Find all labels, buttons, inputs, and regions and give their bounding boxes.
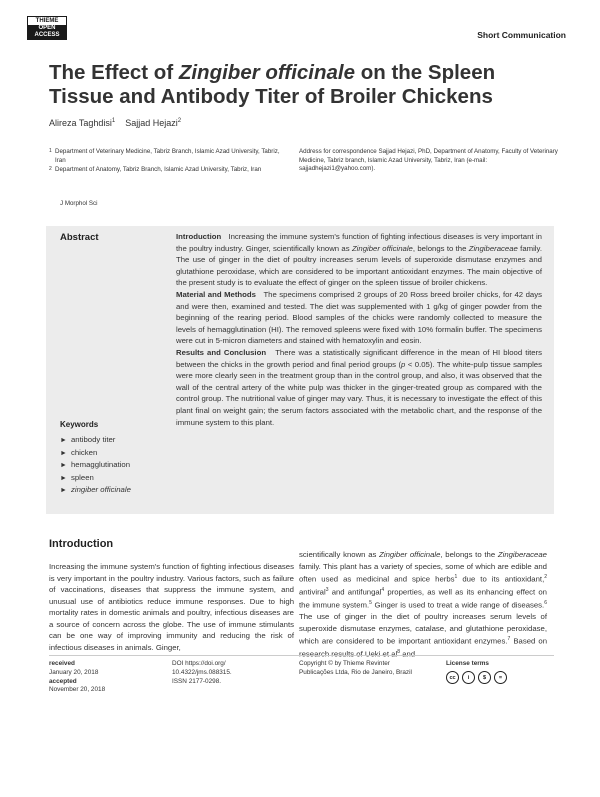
arrow-icon: ► (60, 449, 67, 457)
article-title: The Effect of Zingiber officinale on the Spleen Tissue and Antibody Titer of Broiler Chickens (49, 61, 496, 108)
keyword-item: ► antibody titer (60, 434, 131, 447)
accepted-date: November 20, 2018 (49, 686, 106, 694)
logo-line-1: THIEME (35, 18, 59, 24)
copyright: Copyright © by Thieme Revinter Publicações Ltda, Rio de Janeiro, Brazil (299, 660, 412, 676)
accepted-label: accepted (49, 677, 77, 685)
received-label: received (49, 660, 75, 667)
body-column-2: scientifically known as Zingiber officinale, belongs to the Zingiberaceae family. This plant has a variety of species, some of which are edible and often used as medicinal and spice herbs$^1$ due to its antioxidant,$^2$ antiviral$^3$ and antifungal$^4$ properties, as well as its enhancing effect on the immune system.$^5$ Ginger is used to treat a wide range of diseases.$^6$ The use of ginger in the diet of poultry increases serum levels of superoxide dismutase enzymes, catalase, and glutathione peroxidase, which are considered to be important antioxidant enzymes.$^7$ Based on research results of Ueki et $al^8$ and (299, 550, 548, 659)
keyword-item: ► hemagglutination (60, 459, 131, 472)
section-label: Short Communication (477, 30, 566, 40)
author-1: Alireza Taghdisi (49, 118, 112, 128)
logo-line-3: ACCESS (28, 32, 66, 39)
abstract-introduction: Introduction Increasing the immune system's function of fighting infectious diseases is very important in the poultry industry. Ginger, scientifically known as Zingiber officinale, belongs to the Zingiberaceae family. The use of ginger in the diet of poultry increases serum levels of superoxide dismutase enzymes and glutathione peroxidase, which are considered to be important antioxidant enzymes. The main objective of the present study is to evaluate the effect of ginger on the spleen tissue of broiler chickens. (176, 232, 542, 288)
keyword-item: ► chicken (60, 447, 131, 460)
affiliations (49, 148, 289, 176)
keyword-item: ► zingiber officinale (60, 484, 131, 497)
abstract-methods: Material and Methods The specimens comprised 2 groups of 20 Ross breed broiler chicks, for 42 days and were then, examined and tested. The diet was supplemented with 1 g/kg of ginger powder from the beginning of the rearing period. Blood samples of the chicks were randomly collected to measure the levels of hemagglutination (HI). The removed spleens were fixed with 10% formalin buffer. The specimens were cut in 5-micron diameters and stained with hematoxylin and eosin. (176, 289, 542, 346)
author-2: Sajjad Hejazi (125, 118, 178, 128)
journal-name: J Morphol Sci (60, 200, 98, 207)
keyword-item: ► spleen (60, 472, 131, 485)
received-date: January 20, 2018 (49, 668, 99, 676)
doi-info (172, 660, 232, 686)
arrow-icon: ► (60, 487, 67, 495)
by-icon: i (462, 671, 475, 684)
license-terms-link[interactable]: License terms (446, 660, 489, 667)
doi-line-2[interactable]: 10.4322/jms.088315. (172, 668, 232, 676)
keywords-list (60, 434, 131, 497)
arrow-icon: ► (60, 462, 67, 470)
abstract-body (176, 231, 542, 428)
affiliation-1: 1 Department of Veterinary Medicine, Tabriz Branch, Islamic Azad University, Tabriz, Iran (49, 148, 280, 164)
arrow-icon: ► (60, 437, 67, 444)
footer-divider (49, 655, 554, 656)
authors: Alireza Taghdisi$^1$ Sajjad Hejazi$^2$ (49, 118, 182, 128)
logo-line-2: OPEN (28, 25, 66, 32)
nd-icon: = (494, 671, 507, 684)
issn: ISSN 2177-0298. (172, 677, 222, 685)
cc-icon: cc (446, 671, 459, 684)
correspondence-address: Address for correspondence Sajjad Hejazi, PhD, Department of Anatomy, Faculty of Veterinary Medicine, Tabriz branch, Islamic Azad University, Tabriz, Iran (e-mail: sajjadhejazi1@yahoo.com). (299, 148, 558, 173)
license-icons (446, 671, 507, 684)
abstract-heading: Abstract (60, 232, 99, 243)
doi-line-1[interactable]: DOI https://doi.org/ (172, 660, 226, 667)
affiliation-2: 2 Department of Anatomy, Tabriz Branch, Islamic Azad University, Tabriz, Iran (49, 166, 262, 174)
abstract-results: Results and Conclusion There was a statistically significant difference in the mean of HI blood titers between the chicks in the growth period and final period groups (p < 0.05). The white-pulp tissue samples were more clearly seen in the treatment group than in the control group, and also, it was observed that the wall of the central artery of the white pulp was thicker in the ginger-treated group as compared with the control group. The nutritional value of ginger may vary. Thus, it is necessary to investigate the effect of this plant final on weight gain; the serum factors associated with the metabolic chart, and the response of the immune system to this plant. (176, 347, 542, 427)
article-dates (49, 660, 105, 695)
thieme-open-access-logo (27, 16, 67, 40)
nc-icon: $ (478, 671, 491, 684)
body-column-1: Increasing the immune system's function of fighting infectious diseases is very important in the poultry industry. Various factors, such as failure of vaccinations, diseases that suppress the immune system, and unusual use of antibiotics reduce immune responses. Due to high mortality rates in domestic animals and poultry, infectious diseases are a source of concern across the globe. The use of immune stimulants can be one way of improving immunity and reducing the risk of infectious diseases in animals. Ginger, (49, 562, 294, 652)
arrow-icon: ► (60, 474, 67, 482)
keywords-heading: Keywords (60, 420, 99, 429)
introduction-heading: Introduction (49, 538, 114, 550)
